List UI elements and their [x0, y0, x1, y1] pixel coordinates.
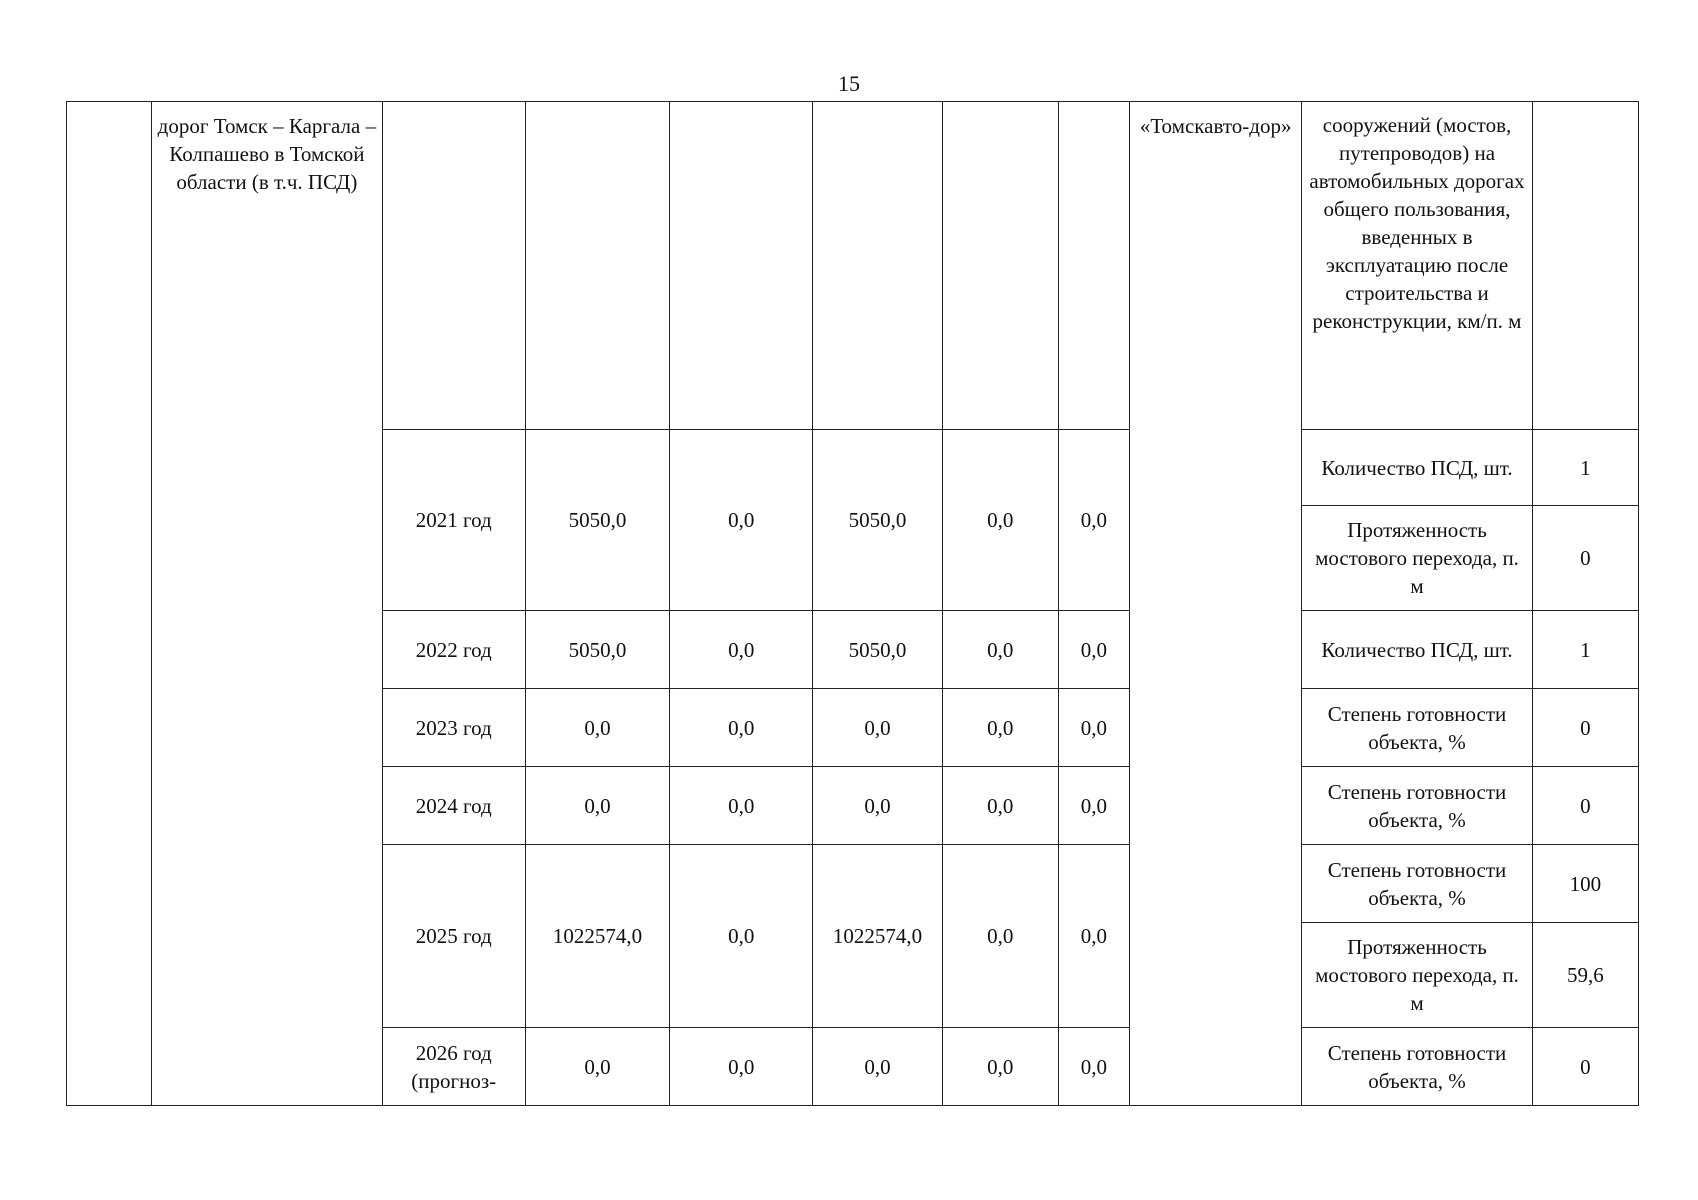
indicator-name-cell: Протяженность мостового перехода, п. м: [1302, 506, 1532, 611]
indicator-value-cell: 59,6: [1532, 923, 1638, 1028]
value-cell: 0,0: [525, 1028, 669, 1106]
indicator-name-cell: Степень готовности объекта, %: [1302, 845, 1532, 923]
value-cell: 0,0: [670, 1028, 813, 1106]
value-cell: 0,0: [942, 845, 1058, 1028]
year-cell: 2025 год: [382, 845, 525, 1028]
value-cell: 0,0: [813, 767, 942, 845]
value-cell: 0,0: [942, 611, 1058, 689]
indicator-value-cell: 0: [1532, 689, 1638, 767]
indicator-value-cell: 1: [1532, 430, 1638, 506]
value-cell: 1022574,0: [525, 845, 669, 1028]
value-cell: 0,0: [670, 430, 813, 611]
program-table: [66, 101, 1639, 1106]
value-cell: 0,0: [942, 1028, 1058, 1106]
page-number: 15: [838, 71, 860, 96]
value-cell: 0,0: [1058, 689, 1129, 767]
value-cell: 0,0: [1058, 611, 1129, 689]
value-cell: [942, 102, 1058, 430]
value-cell: 5050,0: [813, 430, 942, 611]
indicator-name-cell: Степень готовности объекта, %: [1302, 1028, 1532, 1106]
indicator-value-cell: 1: [1532, 611, 1638, 689]
year-cell: 2021 год: [382, 430, 525, 611]
value-cell: 5050,0: [525, 611, 669, 689]
value-cell: 5050,0: [525, 430, 669, 611]
value-cell: [813, 102, 942, 430]
value-cell: 0,0: [813, 1028, 942, 1106]
indicator-value-cell: [1532, 102, 1638, 430]
value-cell: 5050,0: [813, 611, 942, 689]
value-cell: 0,0: [1058, 845, 1129, 1028]
year-cell: 2026 год (прогноз-: [382, 1028, 525, 1106]
indicator-name-cell: Степень готовности объекта, %: [1302, 767, 1532, 845]
indicator-name-cell: сооружений (мостов, путепроводов) на автомобильных дорогах общего пользования, введенных в эксплуатацию после строительства и реконструкции, км/п. м: [1302, 102, 1532, 430]
indicator-value-cell: 0: [1532, 1028, 1638, 1106]
year-cell: 2023 год: [382, 689, 525, 767]
value-cell: 1022574,0: [813, 845, 942, 1028]
value-cell: 0,0: [942, 767, 1058, 845]
value-cell: 0,0: [1058, 767, 1129, 845]
value-cell: 0,0: [670, 845, 813, 1028]
value-cell: 0,0: [1058, 1028, 1129, 1106]
table-row: [67, 102, 1639, 430]
value-cell: 0,0: [813, 689, 942, 767]
object-name-cell: дорог Томск – Каргала – Колпашево в Томской области (в т.ч. ПСД): [152, 102, 382, 1106]
indicator-name-cell: Протяженность мостового перехода, п. м: [1302, 923, 1532, 1028]
value-cell: 0,0: [1058, 430, 1129, 611]
indicator-value-cell: 0: [1532, 767, 1638, 845]
value-cell: [670, 102, 813, 430]
indicator-name-cell: Степень готовности объекта, %: [1302, 689, 1532, 767]
indicator-value-cell: 100: [1532, 845, 1638, 923]
indicator-name-cell: Количество ПСД, шт.: [1302, 611, 1532, 689]
value-cell: 0,0: [670, 611, 813, 689]
year-cell: [382, 102, 525, 430]
number-cell: [67, 102, 152, 1106]
value-cell: 0,0: [942, 689, 1058, 767]
indicator-value-cell: 0: [1532, 506, 1638, 611]
value-cell: 0,0: [942, 430, 1058, 611]
value-cell: 0,0: [670, 689, 813, 767]
executor-cell: «Томскавто-дор»: [1129, 102, 1301, 1106]
value-cell: [1058, 102, 1129, 430]
value-cell: 0,0: [670, 767, 813, 845]
value-cell: 0,0: [525, 767, 669, 845]
value-cell: 0,0: [525, 689, 669, 767]
year-cell: 2024 год: [382, 767, 525, 845]
year-cell: 2022 год: [382, 611, 525, 689]
indicator-name-cell: Количество ПСД, шт.: [1302, 430, 1532, 506]
value-cell: [525, 102, 669, 430]
